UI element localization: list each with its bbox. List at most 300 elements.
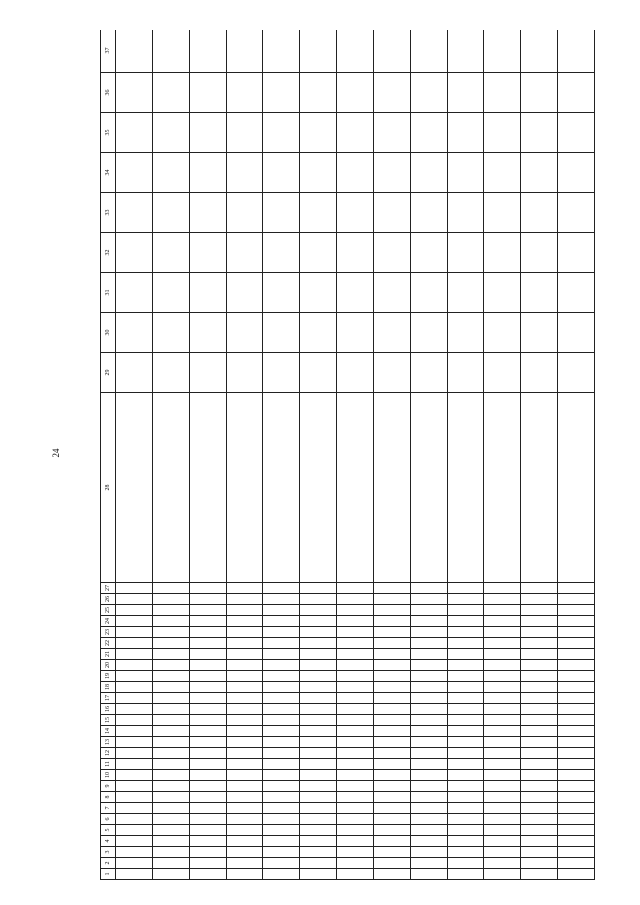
table-cell	[558, 153, 595, 193]
table-cell	[116, 393, 153, 583]
column-number-row	[101, 30, 116, 880]
column-number-cell: 2	[101, 858, 116, 869]
table-cell	[152, 273, 189, 313]
column-number-cell: 17	[101, 693, 116, 704]
table-cell	[337, 715, 374, 726]
table-cell	[410, 671, 447, 682]
table-cell	[373, 671, 410, 682]
table-cell	[152, 770, 189, 781]
table-cell	[558, 638, 595, 649]
table-cell	[116, 616, 153, 627]
table-cell	[521, 638, 558, 649]
table-cell	[558, 193, 595, 233]
table-cell	[116, 273, 153, 313]
table-cell	[226, 113, 263, 153]
table-cell	[521, 737, 558, 748]
table-cell	[410, 30, 447, 73]
table-cell	[300, 273, 337, 313]
table-cell	[521, 748, 558, 759]
table-cell	[152, 605, 189, 616]
table-cell	[373, 814, 410, 825]
table-cell	[300, 759, 337, 770]
table-cell	[337, 627, 374, 638]
table-cell	[189, 233, 226, 273]
table-cell	[263, 704, 300, 715]
table-cell	[558, 792, 595, 803]
table-cell	[226, 748, 263, 759]
column-number-cell: 23	[101, 627, 116, 638]
table-cell	[263, 605, 300, 616]
table-cell	[337, 233, 374, 273]
table-cell	[410, 803, 447, 814]
table-cell	[337, 660, 374, 671]
table-cell	[521, 759, 558, 770]
table-cell	[447, 858, 484, 869]
table-cell	[226, 869, 263, 880]
table-cell	[558, 583, 595, 594]
table-cell	[337, 353, 374, 393]
table-cell	[484, 704, 521, 715]
table-cell	[447, 193, 484, 233]
table-cell	[152, 682, 189, 693]
table-cell	[152, 726, 189, 737]
table-cell	[373, 583, 410, 594]
table-row	[263, 30, 300, 880]
table-cell	[189, 605, 226, 616]
table-cell	[300, 616, 337, 627]
table-cell	[558, 803, 595, 814]
table-cell	[152, 704, 189, 715]
table-cell	[410, 770, 447, 781]
table-cell	[189, 858, 226, 869]
table-cell	[447, 770, 484, 781]
table-cell	[410, 353, 447, 393]
table-cell	[521, 836, 558, 847]
table-cell	[226, 193, 263, 233]
table-cell	[152, 792, 189, 803]
table-cell	[373, 233, 410, 273]
table-cell	[521, 273, 558, 313]
table-cell	[521, 660, 558, 671]
table-cell	[337, 273, 374, 313]
table-cell	[521, 353, 558, 393]
table-cell	[410, 847, 447, 858]
table-cell	[300, 792, 337, 803]
table-cell	[189, 660, 226, 671]
table-cell	[263, 616, 300, 627]
table-cell	[300, 313, 337, 353]
table-cell	[447, 682, 484, 693]
table-cell	[521, 583, 558, 594]
table-cell	[300, 605, 337, 616]
table-cell	[116, 649, 153, 660]
table-cell	[300, 847, 337, 858]
table-cell	[410, 73, 447, 113]
table-cell	[152, 193, 189, 233]
table-cell	[484, 792, 521, 803]
table-cell	[521, 682, 558, 693]
table-cell	[226, 858, 263, 869]
table-cell	[152, 638, 189, 649]
table-cell	[484, 393, 521, 583]
table-cell	[373, 638, 410, 649]
table-cell	[447, 73, 484, 113]
table-cell	[410, 233, 447, 273]
table-cell	[521, 693, 558, 704]
table-cell	[300, 770, 337, 781]
table-cell	[226, 616, 263, 627]
table-row	[410, 30, 447, 880]
table-cell	[337, 313, 374, 353]
table-cell	[410, 726, 447, 737]
table-cell	[226, 233, 263, 273]
table-cell	[410, 869, 447, 880]
table-cell	[484, 273, 521, 313]
table-cell	[410, 660, 447, 671]
table-cell	[337, 671, 374, 682]
table-cell	[337, 737, 374, 748]
table-cell	[263, 583, 300, 594]
table-cell	[373, 605, 410, 616]
table-cell	[521, 627, 558, 638]
table-cell	[484, 759, 521, 770]
table-cell	[337, 113, 374, 153]
table-cell	[337, 792, 374, 803]
table-row	[152, 30, 189, 880]
table-cell	[558, 649, 595, 660]
table-cell	[300, 803, 337, 814]
table-cell	[152, 847, 189, 858]
table-cell	[337, 825, 374, 836]
table-cell	[484, 858, 521, 869]
table-cell	[226, 30, 263, 73]
table-cell	[521, 858, 558, 869]
table-cell	[152, 781, 189, 792]
table-cell	[484, 313, 521, 353]
column-number-cell: 30	[101, 313, 116, 353]
table-cell	[447, 153, 484, 193]
table-cell	[226, 583, 263, 594]
table-cell	[300, 737, 337, 748]
column-number-cell: 37	[101, 30, 116, 73]
table-row	[447, 30, 484, 880]
table-cell	[337, 836, 374, 847]
table-row	[521, 30, 558, 880]
table-cell	[116, 313, 153, 353]
column-number-cell: 4	[101, 836, 116, 847]
table-cell	[152, 113, 189, 153]
table-cell	[447, 273, 484, 313]
table-cell	[300, 393, 337, 583]
table-cell	[189, 594, 226, 605]
table-cell	[337, 393, 374, 583]
table-cell	[447, 313, 484, 353]
table-cell	[263, 781, 300, 792]
table-cell	[152, 30, 189, 73]
table-cell	[152, 353, 189, 393]
column-number-cell: 34	[101, 153, 116, 193]
table-cell	[373, 693, 410, 704]
table-cell	[373, 737, 410, 748]
table-cell	[558, 682, 595, 693]
table-cell	[373, 869, 410, 880]
table-cell	[373, 393, 410, 583]
table-cell	[116, 737, 153, 748]
table-cell	[189, 153, 226, 193]
table-cell	[263, 627, 300, 638]
column-number-cell: 5	[101, 825, 116, 836]
table-cell	[410, 313, 447, 353]
table-cell	[189, 792, 226, 803]
table-cell	[558, 73, 595, 113]
table-cell	[189, 847, 226, 858]
column-number-cell: 27	[101, 583, 116, 594]
table-cell	[484, 153, 521, 193]
column-number-cell: 29	[101, 353, 116, 393]
table-cell	[263, 836, 300, 847]
table-cell	[116, 847, 153, 858]
table-cell	[189, 30, 226, 73]
table-cell	[189, 193, 226, 233]
table-cell	[116, 803, 153, 814]
table-cell	[152, 233, 189, 273]
table-cell	[410, 393, 447, 583]
table-cell	[484, 825, 521, 836]
table-cell	[152, 594, 189, 605]
table-cell	[189, 726, 226, 737]
table-cell	[263, 353, 300, 393]
table-cell	[226, 737, 263, 748]
table-cell	[373, 715, 410, 726]
table-cell	[373, 660, 410, 671]
table-cell	[484, 113, 521, 153]
table-cell	[447, 233, 484, 273]
table-cell	[300, 715, 337, 726]
table-cell	[300, 233, 337, 273]
table-cell	[189, 693, 226, 704]
table-cell	[484, 814, 521, 825]
table-cell	[484, 693, 521, 704]
table-cell	[447, 616, 484, 627]
table-cell	[263, 814, 300, 825]
table-cell	[189, 682, 226, 693]
table-cell	[447, 704, 484, 715]
table-cell	[226, 781, 263, 792]
table-cell	[484, 583, 521, 594]
table-row	[226, 30, 263, 880]
table-cell	[558, 825, 595, 836]
table-cell	[521, 704, 558, 715]
table-cell	[263, 759, 300, 770]
table-cell	[152, 660, 189, 671]
table-cell	[337, 803, 374, 814]
table-cell	[116, 113, 153, 153]
table-cell	[226, 638, 263, 649]
table-cell	[116, 353, 153, 393]
table-cell	[116, 233, 153, 273]
table-cell	[300, 638, 337, 649]
table-cell	[410, 792, 447, 803]
table-cell	[521, 803, 558, 814]
table-cell	[521, 605, 558, 616]
table-cell	[300, 671, 337, 682]
table-cell	[189, 781, 226, 792]
table-cell	[300, 594, 337, 605]
table-cell	[263, 825, 300, 836]
table-cell	[189, 704, 226, 715]
column-number-cell: 14	[101, 726, 116, 737]
table-cell	[521, 825, 558, 836]
table-cell	[263, 726, 300, 737]
table-cell	[300, 814, 337, 825]
table-cell	[484, 73, 521, 113]
table-cell	[116, 759, 153, 770]
table-cell	[558, 759, 595, 770]
table-cell	[410, 273, 447, 313]
table-cell	[152, 693, 189, 704]
table-cell	[373, 748, 410, 759]
table-cell	[226, 759, 263, 770]
table-cell	[558, 616, 595, 627]
table-cell	[558, 313, 595, 353]
table-cell	[373, 353, 410, 393]
column-number-cell: 28	[101, 393, 116, 583]
table-cell	[558, 594, 595, 605]
table-cell	[152, 869, 189, 880]
table-cell	[226, 803, 263, 814]
table-cell	[226, 605, 263, 616]
table-cell	[521, 73, 558, 113]
table-cell	[226, 715, 263, 726]
table-row	[300, 30, 337, 880]
table-cell	[300, 858, 337, 869]
table-cell	[410, 836, 447, 847]
table-cell	[521, 30, 558, 73]
table-cell	[189, 836, 226, 847]
table-cell	[337, 726, 374, 737]
table-cell	[263, 660, 300, 671]
table-cell	[521, 715, 558, 726]
table-cell	[521, 726, 558, 737]
table-cell	[152, 583, 189, 594]
table-cell	[189, 748, 226, 759]
column-number-cell: 6	[101, 814, 116, 825]
table-cell	[484, 726, 521, 737]
table-cell	[189, 627, 226, 638]
table-cell	[189, 671, 226, 682]
table-cell	[484, 353, 521, 393]
table-cell	[521, 781, 558, 792]
table-cell	[521, 193, 558, 233]
table-cell	[300, 153, 337, 193]
table-cell	[300, 113, 337, 153]
table-cell	[447, 803, 484, 814]
table-cell	[226, 153, 263, 193]
table-cell	[189, 770, 226, 781]
column-number-cell: 21	[101, 649, 116, 660]
table-cell	[447, 759, 484, 770]
table-cell	[410, 193, 447, 233]
table-cell	[300, 73, 337, 113]
table-cell	[116, 825, 153, 836]
table-cell	[521, 792, 558, 803]
table-cell	[116, 715, 153, 726]
table-cell	[410, 825, 447, 836]
table-cell	[447, 825, 484, 836]
table-cell	[521, 869, 558, 880]
table-cell	[300, 748, 337, 759]
table-cell	[373, 704, 410, 715]
table-cell	[226, 847, 263, 858]
table-cell	[116, 858, 153, 869]
column-number-cell: 35	[101, 113, 116, 153]
table-cell	[447, 847, 484, 858]
table-cell	[373, 825, 410, 836]
column-number-cell: 26	[101, 594, 116, 605]
table-cell	[116, 583, 153, 594]
table-cell	[484, 233, 521, 273]
table-cell	[337, 858, 374, 869]
table-cell	[226, 393, 263, 583]
table-cell	[116, 153, 153, 193]
table-cell	[373, 649, 410, 660]
table-cell	[447, 869, 484, 880]
table-cell	[410, 781, 447, 792]
table-cell	[300, 353, 337, 393]
table-cell	[558, 715, 595, 726]
table-cell	[558, 748, 595, 759]
table-cell	[484, 605, 521, 616]
table-cell	[521, 616, 558, 627]
table-cell	[263, 737, 300, 748]
table-cell	[410, 814, 447, 825]
table-cell	[373, 193, 410, 233]
table-cell	[337, 682, 374, 693]
table-cell	[558, 353, 595, 393]
table-cell	[263, 770, 300, 781]
table-cell	[373, 616, 410, 627]
table-cell	[337, 73, 374, 113]
table-cell	[373, 682, 410, 693]
table-cell	[373, 726, 410, 737]
table-cell	[447, 737, 484, 748]
table-cell	[263, 748, 300, 759]
table-cell	[337, 153, 374, 193]
table-cell	[152, 313, 189, 353]
table-cell	[447, 715, 484, 726]
table-cell	[152, 627, 189, 638]
table-cell	[189, 649, 226, 660]
table-cell	[226, 770, 263, 781]
table-cell	[484, 627, 521, 638]
table-cell	[226, 313, 263, 353]
table-cell	[300, 583, 337, 594]
table-cell	[189, 616, 226, 627]
column-number-cell: 20	[101, 660, 116, 671]
table-cell	[263, 393, 300, 583]
table-cell	[373, 113, 410, 153]
table-cell	[373, 858, 410, 869]
table-cell	[152, 73, 189, 113]
table-cell	[484, 847, 521, 858]
table-cell	[484, 594, 521, 605]
table-cell	[152, 825, 189, 836]
column-number-cell: 31	[101, 273, 116, 313]
table-cell	[521, 770, 558, 781]
table-cell	[263, 233, 300, 273]
table-cell	[410, 113, 447, 153]
table-cell	[410, 704, 447, 715]
